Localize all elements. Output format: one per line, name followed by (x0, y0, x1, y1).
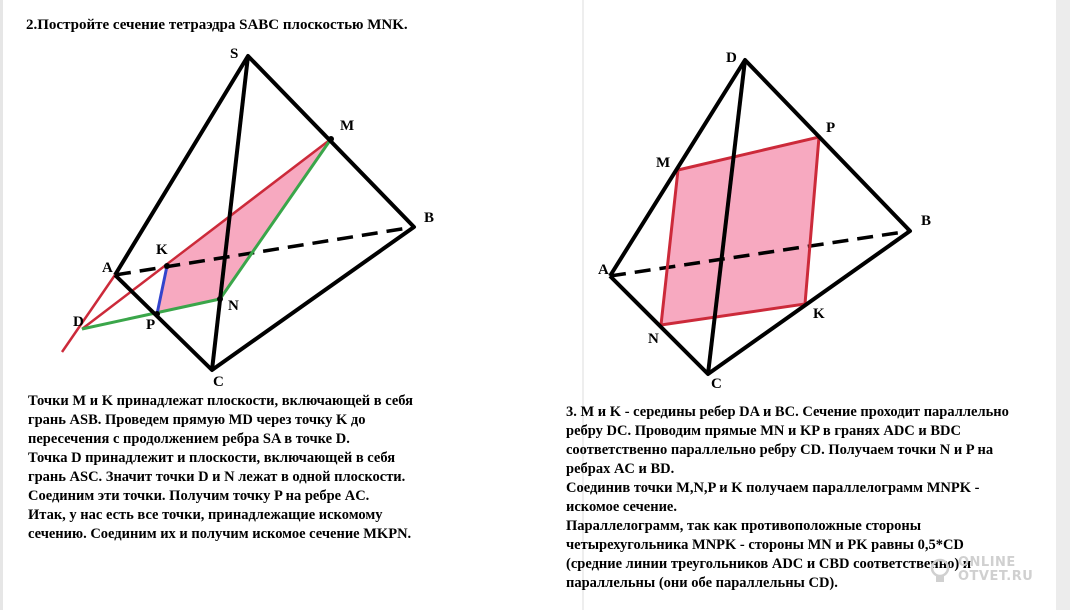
watermark-line2: OTVET.RU (958, 569, 1034, 584)
label-p: P (826, 120, 836, 136)
label-k: K (813, 306, 825, 322)
label-a: A (102, 260, 113, 276)
problem3-line: параллельны (они обе параллельны CD). (566, 575, 838, 591)
problem2-line: грань ASB. Проведем прямую MD через точку K до (28, 412, 366, 428)
label-c: C (711, 376, 722, 392)
label-p: P (146, 317, 156, 333)
watermark-line1: ONLINE (958, 555, 1016, 570)
problem3-line: соответственно параллельно ребру CD. Получаем точки N и P на (566, 442, 994, 458)
label-n: N (648, 331, 659, 347)
problem2-line: сечению. Соединим их и получим искомое сечение MKPN. (28, 526, 412, 542)
problem3-line: ребрах AC и BD. (566, 461, 675, 477)
label-k: K (156, 242, 168, 258)
label-n: N (228, 298, 239, 314)
lightbulb-icon (928, 558, 952, 584)
label-d: D (726, 50, 737, 66)
label-m: M (340, 118, 355, 134)
label-m: M (656, 155, 671, 171)
problem2-line: Соединим эти точки. Получим точку P на ребре AC. (28, 488, 370, 504)
problem3-line: (средние линии треугольников ADC и CBD соответственно) и (566, 556, 972, 572)
label-b: B (921, 213, 932, 229)
problem2-line: Точка D принадлежит и плоскости, включающей в себя (28, 450, 396, 466)
problem3-line: четырехугольника MNPK - стороны MN и PK равны 0,5*CD (566, 537, 964, 553)
problem3-line: ребру DC. Проводим прямые MN и KP в гранях ADC и BDC (566, 423, 961, 439)
problem2-title: 2.Постройте сечение тетраэдра SABC плоскостью MNK. (26, 17, 408, 33)
problem3-line: Параллелограмм, так как противоположные стороны (566, 518, 922, 534)
label-c: C (213, 374, 224, 390)
label-d: D (73, 314, 84, 330)
label-a: A (598, 262, 609, 278)
watermark (958, 556, 1033, 584)
problem2-line: Точки M и K принадлежат плоскости, включающей в себя (28, 393, 414, 409)
problem3-line: 3. M и K - середины ребер DA и BC. Сечение проходит параллельно (566, 404, 1009, 420)
problem2-line: пересечения с продолжением ребра SA в точке D. (28, 431, 350, 447)
label-s: S (230, 46, 239, 62)
section-mpkn-fill (661, 137, 819, 325)
problem3-line: искомое сечение. (566, 499, 677, 515)
label-b: B (424, 210, 435, 226)
problem3-line: Соединив точки M,N,P и K получаем параллелограмм MNPK - (566, 480, 980, 496)
problem2-line: грань ASC. Значит точки D и N лежат в одной плоскости. (28, 469, 406, 485)
problem2-explanation (28, 392, 413, 544)
problem2-line: Итак, у нас есть все точки, принадлежащие искомому (28, 507, 383, 523)
